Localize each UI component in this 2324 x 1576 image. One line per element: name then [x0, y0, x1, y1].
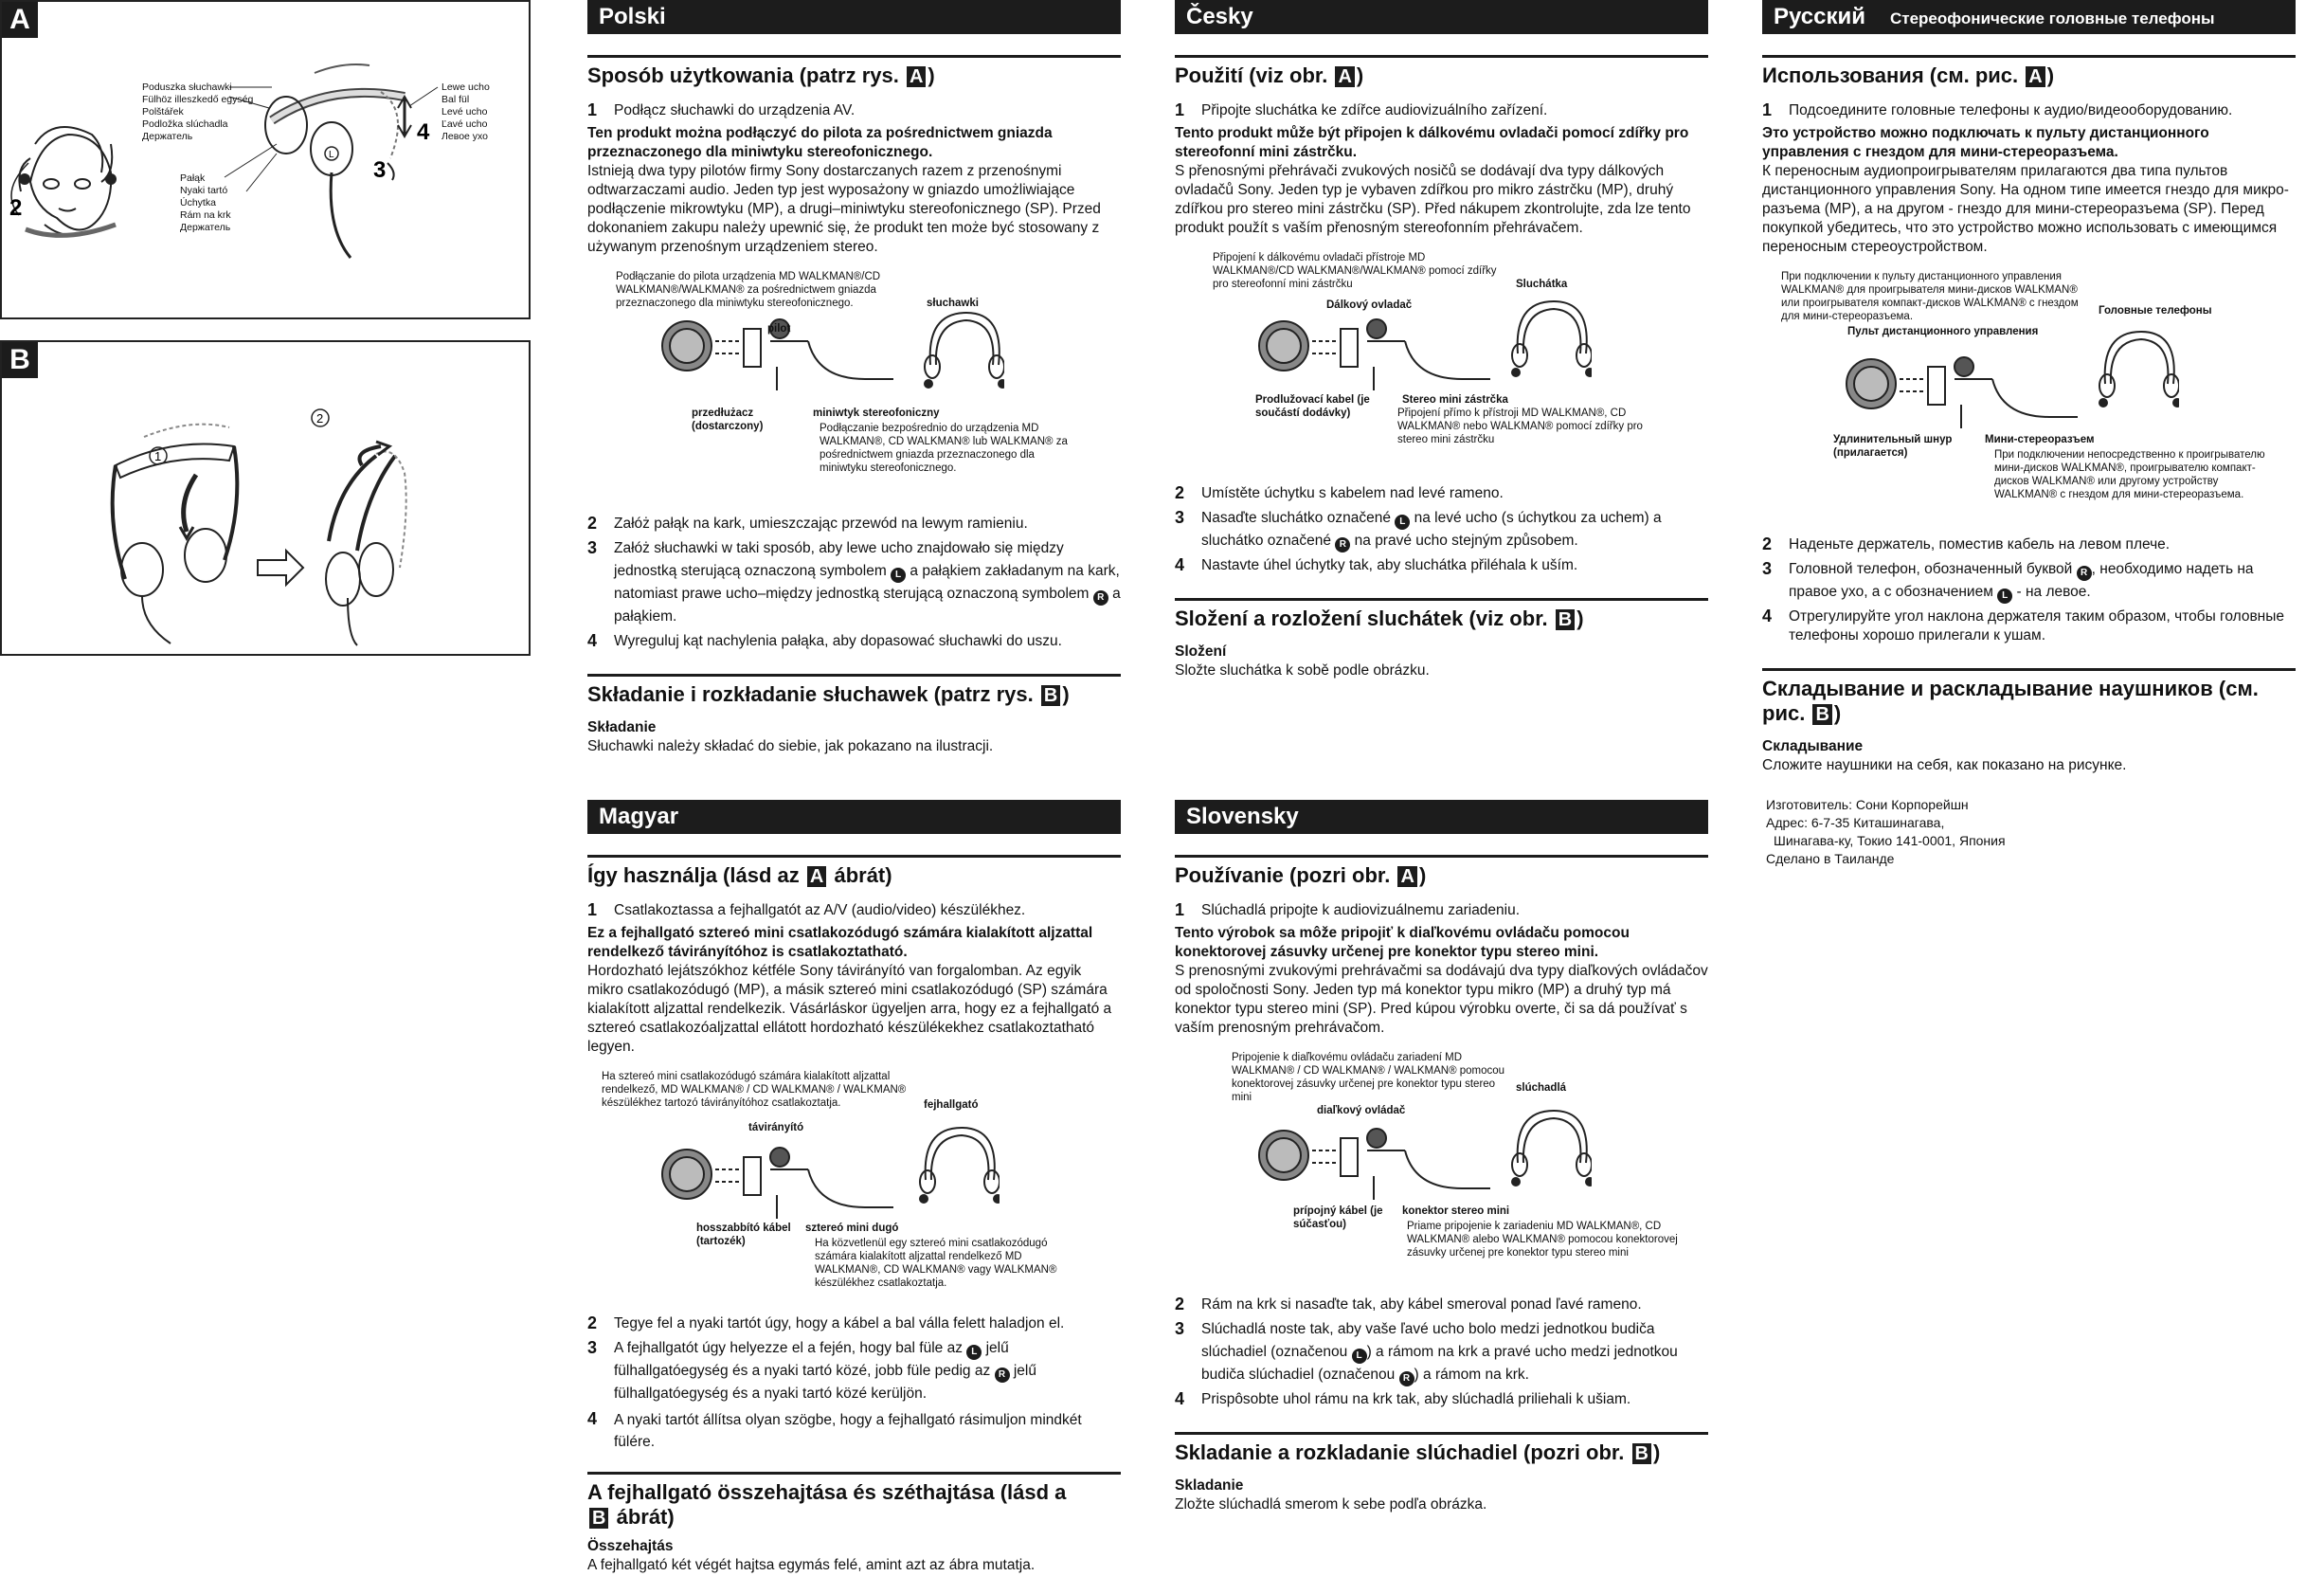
divider: [1762, 668, 2296, 671]
diagram-label-headphones: Sluchátka: [1516, 279, 1568, 290]
fig-a-label: Polštářek: [142, 106, 184, 118]
heading-fold: A fejhallgató összehajtása és széthajtása (lásd a B ábrát): [587, 1480, 1067, 1529]
left-mark-icon: L: [1352, 1349, 1367, 1364]
maker-line: Изготовитель: Сони Корпорейшн: [1766, 797, 1969, 812]
diagram-label-remote: Dálkový ovladač: [1326, 299, 1413, 311]
diagram-label-plug: Stereo mini zástrčka: [1402, 394, 1508, 406]
diagram-graphic: [1255, 299, 1492, 393]
ref-figure-a[interactable]: A: [1335, 66, 1354, 87]
fold-subheading: Składanie: [587, 719, 657, 735]
diagram-label-extension: prípojný kábel (je súčasťou): [1293, 1205, 1383, 1230]
diagram-label-plug: miniwtyk stereofoniczny: [813, 408, 940, 419]
heading-use: Így használja (lásd az A ábrát): [587, 863, 892, 887]
bold-note: Ten produkt można podłączyć do pilota za pośrednictwem gniazda przeznaczonego dla miniwtyku stereofonicznego.: [587, 125, 1053, 160]
paragraph: S přenosnými přehrávači zvukových nosičů se dodávají dva typy dálkových ovladačů Sony. Jeden typ je vybaven zdířkou pro mikro zástrčku (MP), druhý zdířkou pro stereo mini zástrčku (SP). Před nákupem zkontrolujte, zda lze tento produkt použít s vaším přenosným stereofonním přehrávačem.: [1175, 163, 1691, 236]
step-4: 4 A nyaki tartót állítsa olyan szögbe, hogy a fejhallgató rásimuljon mindkét fülére.: [587, 1409, 1082, 1450]
diagram-note-direct: При подключении непосредственно к проигрывателю мини-дисков WALKMAN®, проигрывателю компакт-дисков WALKMAN® или другому устройству WALKMAN® с гнездом для мини-стереоразъема.: [1994, 449, 2265, 500]
left-mark-icon: L: [1395, 515, 1410, 530]
heading-fold: Składanie i rozkładanie słuchawek (patrz rys. B ): [587, 682, 1070, 706]
connection-diagram: [1175, 251, 1708, 467]
fig-a-labels-cushion: [142, 82, 253, 143]
diagram-graphic: [658, 1127, 895, 1222]
fig-a-label: Lewe ucho: [441, 82, 490, 93]
fold-text: Słuchawki należy składać do siebie, jak pokazano na ilustracji.: [587, 738, 994, 754]
left-mark-icon: L: [1997, 589, 2012, 604]
fig-a-label: Левое ухо: [441, 131, 489, 142]
fig-a-label: Nyaki tartó: [180, 185, 228, 196]
diagram-label-headphones: słuchawki: [927, 298, 979, 309]
headphones-icon: [914, 1123, 1000, 1208]
diagram-label-remote: Пульт дистанционного управления: [1847, 326, 2039, 337]
figure-a-illustration: [2, 2, 529, 317]
fig-a-labels-neckband: [180, 172, 231, 234]
step-3: 3 Slúchadlá noste tak, aby vaše ľavé ucho bolo medzi jednotkou budiča slúchadiel (označenou L ) a rámom na krk a pravé ucho medzi jednotkou budiča slúchadiel (označenou R ) a rámom na krk.: [1175, 1318, 1708, 1386]
lang-bar-polski: [587, 0, 1121, 34]
fold-text: Složte sluchátka k sobě podle obrázku.: [1175, 662, 1430, 679]
diagram-graphic: [658, 299, 895, 393]
diagram-label-extension: Удлинительный шнур (прилагается): [1833, 434, 1953, 459]
fold-text: Zložte slúchadlá smerom k sebe podľa obrázka.: [1175, 1496, 1487, 1513]
diagram-note-remote: Podłączanie do pilota urządzenia MD WALKMAN®/CD WALKMAN®/WALKMAN® za pośrednictwem gniazda przeznaczonego dla miniwtyku stereofonicznego.: [616, 271, 881, 309]
fig-a-num4: 4: [417, 119, 430, 145]
section-polski: [587, 55, 1121, 756]
step-2: 2 Rám na krk si nasaďte tak, aby kábel smeroval ponad ľavé rameno.: [1175, 1295, 1642, 1313]
fig-a-label: Ľavé ucho: [441, 118, 488, 130]
ref-figure-a[interactable]: A: [807, 866, 826, 887]
lang-title: Polski: [599, 4, 666, 29]
paragraph: S prenosnými zvukovými prehrávačmi sa dodávajú dva typy diaľkových ovládačov od spoločnosti Sony. Jeden typ má konektor typu mikro (MP) a druhý typ má konektor typu stereo mini (SP). Pred kúpou výrobku overte, či sa dá používať s vaším prenosným prehrávačom.: [1175, 963, 1708, 1036]
lang-subtitle: Стереофонические головные телефоны: [1889, 9, 2215, 27]
diagram-graphic: [1255, 1108, 1492, 1203]
step-2: 2 Załóż pałąk na kark, umieszczając przewód na lewym ramieniu.: [587, 514, 1028, 533]
fig-a-label: Pałąk: [180, 172, 206, 184]
fig-a-labels-ear: [441, 82, 490, 143]
section-cesky: [1175, 55, 1708, 680]
diagram-label-extension: przedłużacz (dostarczony): [692, 408, 764, 432]
ref-figure-b[interactable]: B: [589, 1508, 608, 1529]
fig-a-num3: 3: [373, 157, 387, 183]
heading-fold: Skladanie a rozkladanie slúchadiel (pozri obr. B ): [1175, 1440, 1661, 1464]
maker-line: Адрес: 6-7-35 Киташинагава,: [1766, 815, 1945, 830]
section-magyar: [587, 855, 1121, 1575]
maker-line: Шинагава-ку, Токио 141-0001, Япония: [1774, 833, 2006, 848]
paragraph: Hordozható lejátszókhoz kétféle Sony távirányító van forgalomban. Az egyik mikro csatlakozódugó (MP), a másik sztereó mini csatlakozódugó (SP) számára kialakított aljzattal rendelkezik. Vásárláskor ügyeljen arra, hogy ez a fejhallgató a sztereó csatlakozóaljzattal ellátott hordozható készülékekhez csatlakoztatható legyen.: [587, 963, 1112, 1055]
right-mark-icon: R: [1093, 590, 1108, 606]
diagram-note-direct: Ha közvetlenül egy sztereó mini csatlakozódugó számára kialakított aljzattal rendelkező MD WALKMAN®, CD WALKMAN® vagy WALKMAN® készülékhez csatlakoztatja.: [815, 1238, 1057, 1289]
diagram-label-plug: sztereó mini dugó: [805, 1223, 899, 1234]
step-2: 2 Наденьте держатель, поместив кабель на левом плече.: [1762, 534, 2171, 553]
figure-a-panel: [0, 0, 531, 319]
right-mark-icon: R: [2077, 566, 2092, 581]
lang-bar-slovensky: [1175, 800, 1708, 834]
ref-figure-b[interactable]: B: [1632, 1443, 1651, 1464]
step-2: 2 Tegye fel a nyaki tartót úgy, hogy a kábel a bal válla felett haladjon el.: [587, 1313, 1065, 1332]
step-1: 1 Csatlakoztassa a fejhallgatót az A/V (audio/video) készülékhez.: [587, 900, 1026, 919]
diagram-note-remote: Připojení k dálkovému ovladači přístroje MD WALKMAN®/CD WALKMAN®/WALKMAN® pomocí zdířky pro stereofonní mini zástrčku: [1213, 252, 1497, 290]
divider: [587, 55, 1121, 58]
left-mark-icon: L: [966, 1345, 982, 1360]
diagram-label-extension: hosszabbító kábel (tartozék): [696, 1223, 791, 1247]
connection-diagram: [587, 1070, 1121, 1297]
heading-fold: Složení a rozložení sluchátek (viz obr. B ): [1175, 607, 1584, 630]
lang-title: Magyar: [599, 804, 679, 829]
diagram-label-remote: távirányító: [748, 1122, 804, 1133]
manufacturer-info: [1762, 796, 2296, 868]
left-mark-icon: L: [891, 568, 906, 583]
divider: [1175, 855, 1708, 858]
headphones-icon: [2094, 327, 2179, 412]
step-3: 3 Nasaďte sluchátko označené L na levé ucho (s úchytkou za uchem) a sluchátko označené R na pravé ucho stejným způsobem.: [1175, 507, 1708, 553]
divider: [1762, 55, 2296, 58]
step-1: 1 Podłącz słuchawki do urządzenia AV.: [587, 100, 856, 119]
fold-text: Сложите наушники на себя, как показано на рисунке.: [1762, 757, 2127, 773]
lang-bar-cesky: [1175, 0, 1708, 34]
step-2: 2 Umístěte úchytku s kabelem nad levé rameno.: [1175, 483, 1504, 502]
diagram-label-plug: konektor stereo mini: [1402, 1205, 1510, 1217]
fig-a-label: Úchytka: [180, 197, 216, 208]
figure-b-tag: B: [2, 342, 38, 378]
fig-a-label: Fülhöz illeszkedő egység: [142, 94, 254, 105]
divider: [587, 674, 1121, 677]
step-4: 4 Nastavte úhel úchytky tak, aby sluchátka přiléhala k uším.: [1175, 555, 1578, 574]
divider: [587, 855, 1121, 858]
connection-diagram: [1762, 270, 2296, 518]
step-4: 4 Отрегулируйте угол наклона держателя таким образом, чтобы головные телефоны хорошо прилегали к ушам.: [1762, 607, 2284, 643]
step-3: 3 Головной телефон, обозначенный буквой R , необходимо надеть на правое ухо, а с обозначением L - на левое.: [1762, 558, 2296, 604]
diagram-note-remote: Pripojenie k diaľkovému ovládaču zariadení MD WALKMAN® / CD WALKMAN® / WALKMAN® pomocou konektorovej zásuvky určenej pre konektor typu stereo mini: [1232, 1052, 1505, 1103]
right-mark-icon: R: [995, 1368, 1010, 1383]
heading-use: Používanie (pozri obr. A ): [1175, 863, 1427, 887]
lang-bar-magyar: [587, 800, 1121, 834]
bold-note: Tento produkt může být připojen k dálkovému ovladači pomocí zdířky pro stereofonní mini zástrčku.: [1175, 125, 1689, 160]
diagram-label-remote: diaľkový ovládač: [1317, 1105, 1406, 1116]
lang-bar-russian: [1762, 0, 2296, 34]
fold-subheading: Skladanie: [1175, 1477, 1244, 1494]
diagram-note-direct: Připojení přímo k přístroji MD WALKMAN®, CD WALKMAN® nebo WALKMAN® pomocí zdířky pro stereo mini zástrčku: [1397, 408, 1643, 445]
fig-a-label: Poduszka słuchawki: [142, 82, 232, 93]
step-4: 4 Wyreguluj kąt nachylenia pałąka, aby dopasować słuchawki do uszu.: [587, 631, 1062, 650]
diagram-label-extension: Prodlužovací kabel (je součástí dodávky): [1255, 394, 1370, 419]
ref-figure-a[interactable]: A: [2026, 66, 2045, 87]
step-1: 1 Slúchadlá pripojte k audiovizuálnemu zariadeniu.: [1175, 900, 1521, 919]
diagram-label-headphones: Головные телефоны: [2099, 305, 2212, 317]
section-russian: [1762, 55, 2296, 868]
bold-note: Tento výrobok sa môže pripojiť k diaľkovému ovládaču pomocou konektorovej zásuvky určenej pre konektor typu stereo mini.: [1175, 925, 1630, 960]
lang-title: Česky: [1186, 4, 1253, 29]
lang-title: Slovensky: [1186, 804, 1299, 829]
fold-text: A fejhallgató két végét hajtsa egymás felé, amint azt az ábra mutatja.: [587, 1557, 1036, 1573]
maker-line: Сделано в Таиланде: [1766, 851, 1895, 866]
headphones-icon: [919, 308, 1004, 393]
diagram-note-remote: При подключении к пульту дистанционного управления WALKMAN® для проигрывателя мини-дисков WALKMAN® или проигрывателя компакт-дисков WALKMAN® с гнездом для мини-стереоразъема.: [1781, 271, 2079, 322]
ref-figure-b[interactable]: B: [1041, 685, 1060, 706]
fold-subheading: Összehajtás: [587, 1538, 674, 1554]
figure-b-panel: [0, 340, 531, 656]
headphones-icon: [1506, 297, 1592, 382]
section-slovensky: [1175, 855, 1708, 1514]
ref-figure-a[interactable]: A: [907, 66, 926, 87]
fold-subheading: Складывание: [1762, 738, 1864, 754]
fig-a-label: Bal fül: [441, 94, 470, 105]
fig-b-num2: 2: [316, 411, 324, 426]
ref-figure-b[interactable]: B: [1812, 704, 1831, 725]
figure-a-tag: A: [2, 2, 38, 38]
bold-note: Ez a fejhallgató sztereó mini csatlakozódugó számára kialakított aljzattal rendelkező távirányítóhoz is csatlakoztatható.: [587, 925, 1093, 960]
ref-figure-b[interactable]: B: [1556, 609, 1575, 630]
fig-a-label: Держатель: [142, 131, 193, 142]
fig-a-num2: 2: [9, 195, 23, 221]
lang-title: Русский: [1774, 4, 1865, 29]
paragraph: Istnieją dwa typy pilotów firmy Sony dostarczanych razem z przenośnymi odtwarzaczami audio. Jeden typ jest wyposażony w gniazdo umożliwiające podłączenie mikrowtyku (MP), a drugi–miniwtyku stereofonicznego (SP). Przed dokonaniem zakupu należy upewnić się, że produkt ten może być stosowany z używanym przenośnym urządzeniem stereo.: [587, 163, 1101, 255]
fold-subheading: Složení: [1175, 643, 1227, 660]
connection-diagram: [587, 270, 1121, 498]
step-3: 3 A fejhallgatót úgy helyezze el a fején, hogy bal füle az L jelű fülhallgatóegység és a nyaki tartó közé, jobb füle pedig az R jelű fülhallgatóegység és a nyaki tartó közé kerüljön.: [587, 1338, 1036, 1402]
diagram-label-headphones: slúchadlá: [1516, 1082, 1567, 1094]
step-4: 4 Prispôsobte uhol rámu na krk tak, aby slúchadlá priliehali k ušiam.: [1175, 1389, 1631, 1408]
step-1: 1 Подсоедините головные телефоны к аудио/видеооборудованию.: [1762, 100, 2233, 119]
divider: [587, 1472, 1121, 1475]
heading-use: Sposób użytkowania (patrz rys. A ): [587, 63, 935, 87]
heading-use: Použití (viz obr. A ): [1175, 63, 1364, 87]
heading-fold: Складывание и раскладывание наушников (см. рис. B ): [1762, 677, 2259, 725]
step-1: 1 Připojte sluchátka ke zdířce audiovizuálního zařízení.: [1175, 100, 1548, 119]
figure-b-illustration: [2, 342, 529, 654]
diagram-label-plug: Мини-стереоразъем: [1985, 434, 2095, 445]
diagram-graphic: [1843, 336, 2080, 431]
ref-figure-a[interactable]: A: [1397, 866, 1416, 887]
fig-a-label: Podložka slúchadla: [142, 118, 228, 130]
bold-note: Это устройство можно подключать к пульту дистанционного управления с гнездом для мини-стереоразъема.: [1762, 125, 2209, 160]
connection-diagram: [1175, 1051, 1708, 1278]
divider: [1175, 1432, 1708, 1435]
divider: [1175, 598, 1708, 601]
diagram-label-remote: pilot: [767, 323, 791, 335]
diagram-note-direct: Priame pripojenie k zariadeniu MD WALKMAN®, CD WALKMAN® alebo WALKMAN® pomocou konektorovej zásuvky určenej pre konektor typu stereo mini: [1407, 1221, 1678, 1259]
svg-text:L: L: [329, 150, 334, 160]
paragraph: К переносным аудиопроигрывателям прилагаются два типа пультов дистанционного управления Sony. На одном типе имеется гнездо для микро-разъема (MP), а на другом - гнездо для мини-стереоразъема (SP). Перед покупкой убедитесь, что это устройство можно использовать с имеющимся переносным стереоустройством.: [1762, 163, 2289, 255]
fig-a-label: Rám na krk: [180, 209, 231, 221]
right-mark-icon: R: [1399, 1371, 1414, 1386]
fig-a-label: Держатель: [180, 222, 231, 233]
heading-use: Использования (см. рис. A ): [1762, 63, 2055, 87]
headphones-icon: [1506, 1106, 1592, 1191]
step-3: 3 Załóż słuchawki w taki sposób, aby lewe ucho znajdowało się między jednostką sterującą oznaczoną symbolem L a pałąkiem zakładanym na kark, natomiast prawe ucho–między jednostką sterującą oznaczoną symbolem R a pałąkiem.: [587, 538, 1121, 625]
fig-a-label: Levé ucho: [441, 106, 488, 118]
diagram-label-headphones: fejhallgató: [924, 1099, 979, 1111]
right-mark-icon: R: [1335, 537, 1350, 553]
divider: [1175, 55, 1708, 58]
diagram-note-remote: Ha sztereó mini csatlakozódugó számára kialakított aljzattal rendelkező, MD WALKMAN® / CD WALKMAN® / WALKMAN® készülékhez tartozó távirányítóhoz csatlakoztatja.: [602, 1071, 907, 1109]
fig-b-num1: 1: [154, 449, 162, 463]
diagram-note-direct: Podłączanie bezpośrednio do urządzenia MD WALKMAN®, CD WALKMAN® lub WALKMAN® za pośrednictwem gniazda przeznaczonego dla miniwtyku stereofonicznego.: [820, 423, 1068, 474]
